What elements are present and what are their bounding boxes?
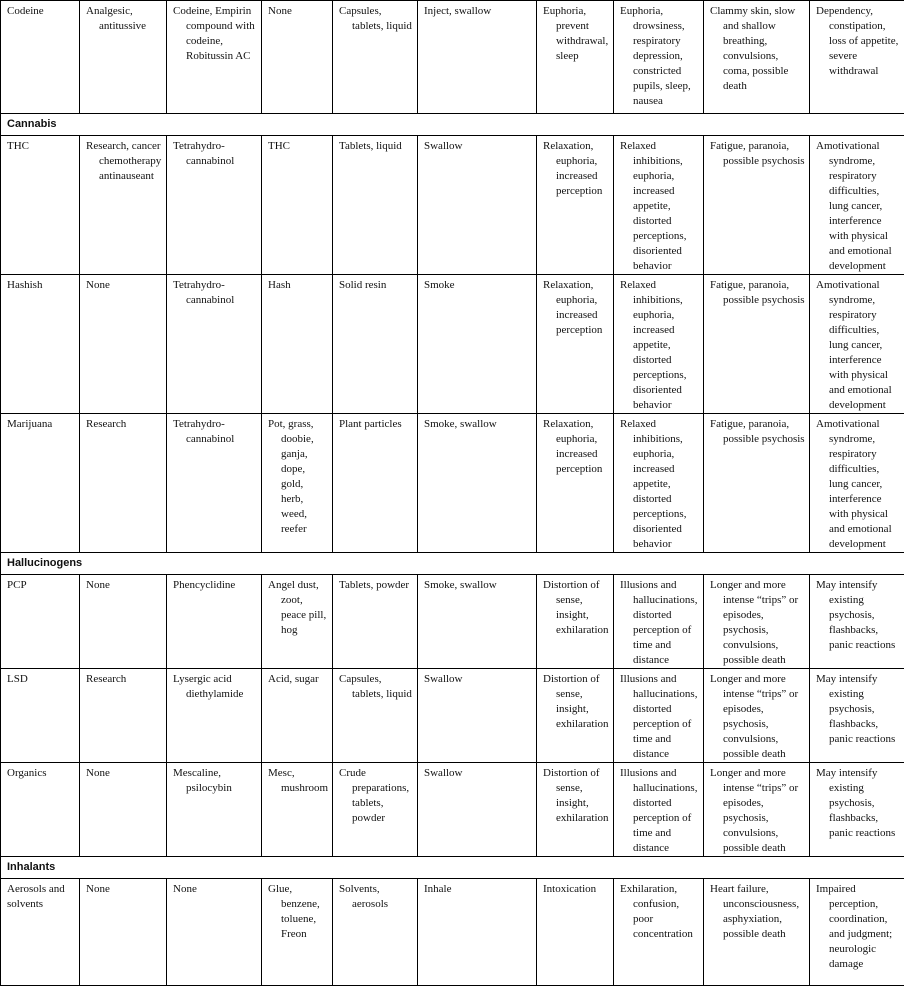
drug-name: Aerosols and solvents [7, 883, 65, 910]
short-term-effects-cell [614, 275, 704, 414]
long-term-effects: Amotivational syndrome, respiratory difficulties, lung cancer, interference with physical and emotional development [816, 140, 892, 272]
section-heading: Cannabis [1, 114, 904, 136]
table-row-aerosols [1, 879, 904, 986]
drug-name: Codeine [7, 5, 44, 17]
long-term-effects-cell [810, 669, 904, 763]
drug-name: THC [7, 140, 29, 152]
route: Smoke, swallow [424, 579, 497, 591]
drug-name: LSD [7, 673, 28, 685]
overdose-effects-cell [704, 1, 810, 114]
table-row-codeine [1, 1, 904, 114]
long-term-effects: Dependency, constipation, loss of appetite, severe withdrawal [816, 5, 899, 77]
desired-effects-cell [537, 879, 614, 986]
long-term-effects-cell [810, 575, 904, 669]
overdose-effects-cell [704, 879, 810, 986]
trade-names: Tetrahydro-cannabinol [173, 140, 235, 167]
long-term-effects: May intensify existing psychosis, flashbacks, panic reactions [816, 579, 896, 651]
short-term-effects: Illusions and hallucinations, distorted perception of time and distance [620, 767, 698, 854]
section-row-hallucinogens [1, 553, 904, 575]
short-term-effects-cell [614, 414, 704, 553]
trade-names: Tetrahydro-cannabinol [173, 279, 235, 306]
short-term-effects: Illusions and hallucinations, distorted perception of time and distance [620, 673, 698, 760]
route-cell [418, 1, 537, 114]
forms: Capsules, tablets, liquid [339, 5, 412, 32]
short-term-effects: Euphoria, drowsiness, respiratory depression, constricted pupils, sleep, nausea [620, 5, 691, 107]
forms: Capsules, tablets, liquid [339, 673, 412, 700]
street-names: Hash [268, 279, 291, 291]
trade-names: Mescaline, psilocybin [173, 767, 232, 794]
table-row-thc [1, 136, 904, 275]
drug-name-cell [1, 575, 80, 669]
short-term-effects: Relaxed inhibitions, euphoria, increased appetite, distorted perceptions, disoriented behavior [620, 418, 687, 550]
short-term-effects: Illusions and hallucinations, distorted perception of time and distance [620, 579, 698, 666]
route: Smoke [424, 279, 455, 291]
street-names: THC [268, 140, 290, 152]
street-names-cell [262, 879, 333, 986]
forms: Solvents, aerosols [339, 883, 389, 910]
street-names-cell [262, 763, 333, 857]
short-term-effects-cell [614, 879, 704, 986]
route: Smoke, swallow [424, 418, 497, 430]
overdose-effects-cell [704, 669, 810, 763]
long-term-effects: Impaired perception, coordination, and judgment; neurologic damage [816, 883, 893, 970]
street-names-cell [262, 575, 333, 669]
short-term-effects: Relaxed inhibitions, euphoria, increased appetite, distorted perceptions, disoriented behavior [620, 279, 687, 411]
route: Inhale [424, 883, 452, 895]
route: Swallow [424, 140, 463, 152]
forms: Tablets, powder [339, 579, 410, 591]
medical-use: None [86, 279, 110, 291]
desired-effects: Euphoria, prevent withdrawal, sleep [543, 5, 609, 62]
short-term-effects-cell [614, 669, 704, 763]
drug-name-cell [1, 879, 80, 986]
drug-name: Organics [7, 767, 47, 779]
street-names-cell [262, 1, 333, 114]
forms-cell [333, 575, 418, 669]
overdose-effects: Longer and more intense “trips” or episodes, psychosis, convulsions, possible death [710, 579, 799, 666]
desired-effects-cell [537, 136, 614, 275]
drug-name-cell [1, 1, 80, 114]
street-names: Glue, benzene, toluene, Freon [268, 883, 320, 940]
table-row-pcp [1, 575, 904, 669]
desired-effects: Distortion of sense, insight, exhilaration [543, 579, 609, 636]
section-heading: Hallucinogens [1, 553, 904, 575]
street-names: Mesc, mushroom [268, 767, 329, 794]
street-names-cell [262, 414, 333, 553]
desired-effects: Relaxation, euphoria, increased perception [543, 140, 603, 197]
overdose-effects-cell [704, 275, 810, 414]
medical-use-cell [80, 879, 167, 986]
long-term-effects-cell [810, 275, 904, 414]
desired-effects-cell [537, 575, 614, 669]
long-term-effects: Amotivational syndrome, respiratory difficulties, lung cancer, interference with physical and emotional development [816, 418, 892, 550]
trade-names-cell [167, 763, 262, 857]
trade-names-cell [167, 575, 262, 669]
trade-names-cell [167, 669, 262, 763]
medical-use-cell [80, 1, 167, 114]
street-names-cell [262, 669, 333, 763]
medical-use-cell [80, 136, 167, 275]
medical-use-cell [80, 575, 167, 669]
route-cell [418, 136, 537, 275]
short-term-effects: Relaxed inhibitions, euphoria, increased appetite, distorted perceptions, disoriented behavior [620, 140, 687, 272]
route: Swallow [424, 673, 463, 685]
short-term-effects-cell [614, 763, 704, 857]
trade-names: Lysergic acid diethylamide [173, 673, 244, 700]
forms-cell [333, 275, 418, 414]
medical-use: None [86, 767, 110, 779]
table-row-marijuana [1, 414, 904, 553]
medical-use: Analgesic, antitussive [86, 5, 147, 32]
long-term-effects: Amotivational syndrome, respiratory difficulties, lung cancer, interference with physical and emotional development [816, 279, 892, 411]
medical-use: None [86, 883, 110, 895]
medical-use: Research [86, 673, 127, 685]
desired-effects-cell [537, 275, 614, 414]
street-names-cell [262, 136, 333, 275]
overdose-effects: Fatigue, paranoia, possible psychosis [710, 140, 805, 167]
trade-names: None [173, 883, 197, 895]
forms-cell [333, 669, 418, 763]
forms-cell [333, 879, 418, 986]
drug-name-cell [1, 414, 80, 553]
overdose-effects-cell [704, 575, 810, 669]
desired-effects: Relaxation, euphoria, increased perception [543, 418, 603, 475]
long-term-effects-cell [810, 136, 904, 275]
trade-names-cell [167, 879, 262, 986]
forms: Tablets, liquid [339, 140, 402, 152]
drug-name: PCP [7, 579, 27, 591]
long-term-effects: May intensify existing psychosis, flashbacks, panic reactions [816, 767, 896, 839]
overdose-effects: Longer and more intense “trips” or episodes, psychosis, convulsions, possible death [710, 673, 799, 760]
route: Inject, swallow [424, 5, 492, 17]
trade-names-cell [167, 136, 262, 275]
route: Swallow [424, 767, 463, 779]
drug-name-cell [1, 275, 80, 414]
forms-cell [333, 414, 418, 553]
long-term-effects: May intensify existing psychosis, flashbacks, panic reactions [816, 673, 896, 745]
long-term-effects-cell [810, 414, 904, 553]
route-cell [418, 669, 537, 763]
long-term-effects-cell [810, 763, 904, 857]
long-term-effects-cell [810, 879, 904, 986]
drug-name: Hashish [7, 279, 43, 291]
route-cell [418, 414, 537, 553]
desired-effects-cell [537, 414, 614, 553]
short-term-effects: Exhilaration, confusion, poor concentration [620, 883, 693, 940]
overdose-effects: Longer and more intense “trips” or episodes, psychosis, convulsions, possible death [710, 767, 799, 854]
table-row-lsd [1, 669, 904, 763]
overdose-effects-cell [704, 414, 810, 553]
street-names-cell [262, 275, 333, 414]
short-term-effects-cell [614, 575, 704, 669]
drug-name-cell [1, 136, 80, 275]
medical-use-cell [80, 414, 167, 553]
desired-effects: Distortion of sense, insight, exhilaration [543, 767, 609, 824]
forms: Solid resin [339, 279, 387, 291]
street-names: Pot, grass, doobie, ganja, dope, gold, herb, weed, reefer [268, 418, 314, 535]
trade-names: Tetrahydro-cannabinol [173, 418, 235, 445]
table-body [1, 1, 904, 986]
trade-names: Codeine, Empirin compound with codeine, Robitussin AC [173, 5, 255, 62]
trade-names-cell [167, 275, 262, 414]
street-names: None [268, 5, 292, 17]
overdose-effects: Clammy skin, slow and shallow breathing, convulsions, coma, possible death [710, 5, 796, 92]
drug-name-cell [1, 763, 80, 857]
overdose-effects-cell [704, 763, 810, 857]
short-term-effects-cell [614, 1, 704, 114]
desired-effects-cell [537, 763, 614, 857]
long-term-effects-cell [810, 1, 904, 114]
overdose-effects-cell [704, 136, 810, 275]
street-names: Angel dust, zoot, peace pill, hog [268, 579, 327, 636]
forms-cell [333, 763, 418, 857]
drug-name: Marijuana [7, 418, 53, 430]
street-names: Acid, sugar [268, 673, 319, 685]
route-cell [418, 763, 537, 857]
section-heading: Inhalants [1, 857, 904, 879]
medical-use: None [86, 579, 110, 591]
overdose-effects: Fatigue, paranoia, possible psychosis [710, 418, 805, 445]
table-row-organics [1, 763, 904, 857]
medical-use: Research, cancer chemotherapy antinauseant [86, 140, 162, 182]
short-term-effects-cell [614, 136, 704, 275]
desired-effects: Distortion of sense, insight, exhilaration [543, 673, 609, 730]
route-cell [418, 275, 537, 414]
desired-effects: Relaxation, euphoria, increased perception [543, 279, 603, 336]
drug-name-cell [1, 669, 80, 763]
overdose-effects: Fatigue, paranoia, possible psychosis [710, 279, 805, 306]
table-row-hashish [1, 275, 904, 414]
route-cell [418, 575, 537, 669]
trade-names-cell [167, 1, 262, 114]
desired-effects-cell [537, 669, 614, 763]
trade-names-cell [167, 414, 262, 553]
forms-cell [333, 1, 418, 114]
desired-effects: Intoxication [543, 883, 597, 895]
medical-use-cell [80, 275, 167, 414]
overdose-effects: Heart failure, unconsciousness, asphyxiation, possible death [710, 883, 800, 940]
forms: Crude preparations, tablets, powder [339, 767, 410, 824]
medical-use-cell [80, 763, 167, 857]
forms-cell [333, 136, 418, 275]
section-row-cannabis [1, 114, 904, 136]
medical-use-cell [80, 669, 167, 763]
forms: Plant particles [339, 418, 402, 430]
route-cell [418, 879, 537, 986]
section-row-inhalants [1, 857, 904, 879]
desired-effects-cell [537, 1, 614, 114]
trade-names: Phencyclidine [173, 579, 236, 591]
medical-use: Research [86, 418, 127, 430]
